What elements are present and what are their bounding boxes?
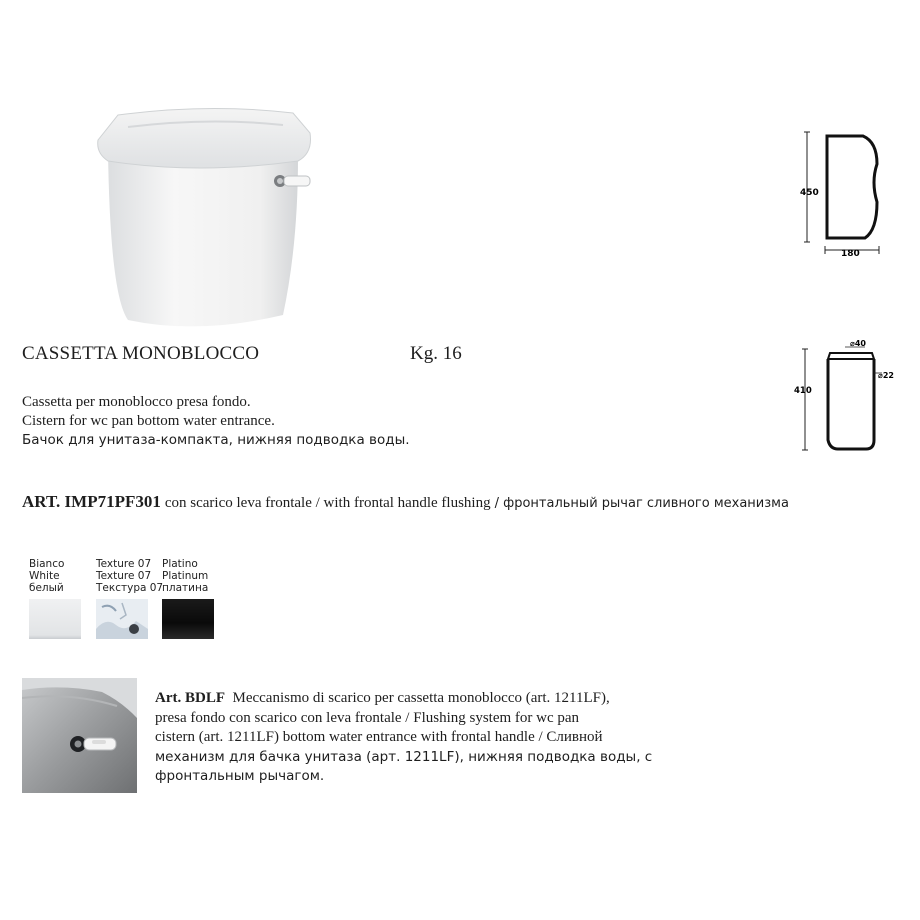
finish-swatch-platino[interactable] (162, 558, 214, 639)
dim-diameter-side-label: ⌀22 (878, 371, 894, 380)
product-description (22, 393, 410, 450)
description-it: Cassetta per monoblocco presa fondo. (22, 394, 251, 410)
article-text: con scarico leva frontale / with frontal handle flushing (164, 495, 491, 511)
flush-mechanism-photo-icon (22, 678, 137, 793)
product-weight: Kg. 16 (410, 343, 462, 364)
finish-label-ru: белый (29, 582, 64, 594)
finish-chip (96, 599, 148, 639)
finish-label-it: Bianco (29, 558, 65, 570)
finish-label-ru: Текстура 07 (96, 582, 164, 594)
finish-chip (29, 599, 81, 639)
mechanism-text-line-2: presa fondo con scarico con leva frontale / Flushing system for wc pan (155, 709, 580, 726)
finish-swatch-bianco[interactable] (29, 558, 81, 639)
mechanism-description (155, 689, 675, 787)
mechanism-text-line-1: Meccanismo di scarico per cassetta monoblocco (art. 1211LF), (232, 690, 610, 706)
finish-label-it: Texture 07 (96, 558, 152, 570)
mechanism-code: Art. BDLF (155, 690, 225, 706)
finish-label-en: Platinum (162, 570, 209, 582)
article-text-ru: / фронтальный рычаг сливного механизма (494, 496, 789, 511)
article-code: ART. IMP71PF301 (22, 492, 161, 511)
finish-label-en: White (29, 570, 60, 582)
dim-width-label: 180 (841, 249, 860, 259)
finish-label-ru: платина (162, 582, 209, 594)
mechanism-text-line-3: cistern (art. 1211LF) bottom water entrance with frontal handle / Сливной (155, 729, 603, 745)
finish-label-it: Platino (162, 558, 198, 570)
product-title: CASSETTA MONOBLOCCO (22, 343, 260, 364)
description-en: Cistern for wc pan bottom water entrance. (22, 413, 275, 429)
dim-diameter-top-label: ⌀40 (850, 339, 866, 348)
mechanism-text-ru-1: механизм для бачка унитаза (арт. 1211LF), нижняя подводка воды, с (155, 748, 653, 765)
finish-swatch-texture[interactable] (96, 558, 163, 639)
article-line (22, 492, 789, 512)
dim-height-label-2: 410 (794, 386, 812, 396)
dimension-drawing-icon (795, 122, 895, 262)
mechanism-text-ru-2: фронтальным рычагом. (155, 768, 325, 784)
dimension-drawing-side-icon (790, 335, 905, 460)
description-ru: Бачок для унитаза-компакта, нижняя подводка воды. (22, 432, 410, 448)
dim-height-label: 450 (800, 188, 819, 198)
finish-label-en: Texture 07 (96, 570, 152, 582)
texture-pattern-icon (96, 599, 148, 639)
finish-chip (162, 599, 214, 639)
cistern-photo-icon (88, 95, 338, 335)
